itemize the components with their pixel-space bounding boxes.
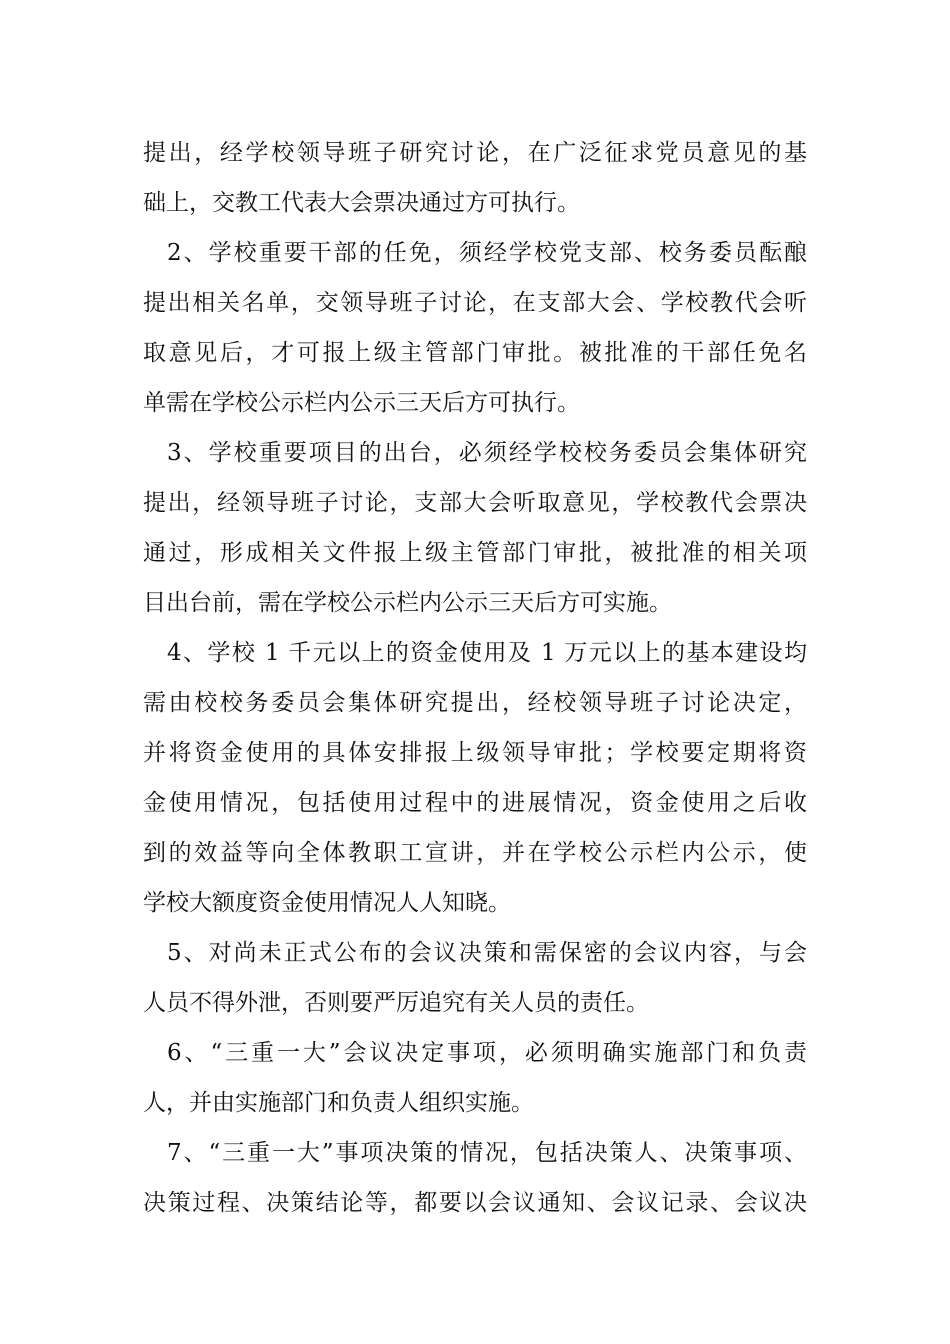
text-line: 学校大额度资金使用情况人人知晓。 <box>143 890 511 916</box>
text-line: 6、“三重一大”会议决定事项，必须明确实施部门和负责 <box>167 1040 807 1066</box>
text-line: 4、学校 1 千元以上的资金使用及 1 万元以上的基本建设均 <box>167 640 807 666</box>
text-line: 2、学校重要干部的任免，须经学校党支部、校务委员酝酿 <box>167 240 807 266</box>
text-line: 金使用情况，包括使用过程中的进展情况，资金使用之后收 <box>143 790 807 816</box>
text-line: 取意见后，才可报上级主管部门审批。被批准的干部任免名 <box>143 340 807 366</box>
text-line: 并将资金使用的具体安排报上级领导审批；学校要定期将资 <box>143 740 807 766</box>
text-line: 5、对尚未正式公布的会议决策和需保密的会议内容，与会 <box>167 940 807 966</box>
text-line: 人，并由实施部门和负责人组织实施。 <box>143 1090 534 1116</box>
text-line: 础上，交教工代表大会票决通过方可执行。 <box>143 190 580 216</box>
text-line: 提出相关名单，交领导班子讨论，在支部大会、学校教代会听 <box>143 290 807 316</box>
text-line: 到的效益等向全体教职工宣讲，并在学校公示栏内公示，使 <box>143 840 807 866</box>
text-line: 需由校校务委员会集体研究提出，经校领导班子讨论决定， <box>143 690 807 716</box>
document-body <box>143 128 807 1228</box>
text-line: 提出，经学校领导班子研究讨论，在广泛征求党员意见的基 <box>143 140 807 166</box>
text-line: 3、学校重要项目的出台，必须经学校校务委员会集体研究 <box>167 440 807 466</box>
text-line: 目出台前，需在学校公示栏内公示三天后方可实施。 <box>143 590 672 616</box>
text-line: 决策过程、决策结论等，都要以会议通知、会议记录、会议决 <box>143 1190 807 1216</box>
text-line: 通过，形成相关文件报上级主管部门审批，被批准的相关项 <box>143 540 807 566</box>
text-line: 人员不得外泄，否则要严厉追究有关人员的责任。 <box>143 990 649 1016</box>
text-line: 7、“三重一大”事项决策的情况，包括决策人、决策事项、 <box>167 1140 807 1166</box>
text-line: 提出，经领导班子讨论，支部大会听取意见，学校教代会票决 <box>143 490 807 516</box>
text-line: 单需在学校公示栏内公示三天后方可执行。 <box>143 390 580 416</box>
